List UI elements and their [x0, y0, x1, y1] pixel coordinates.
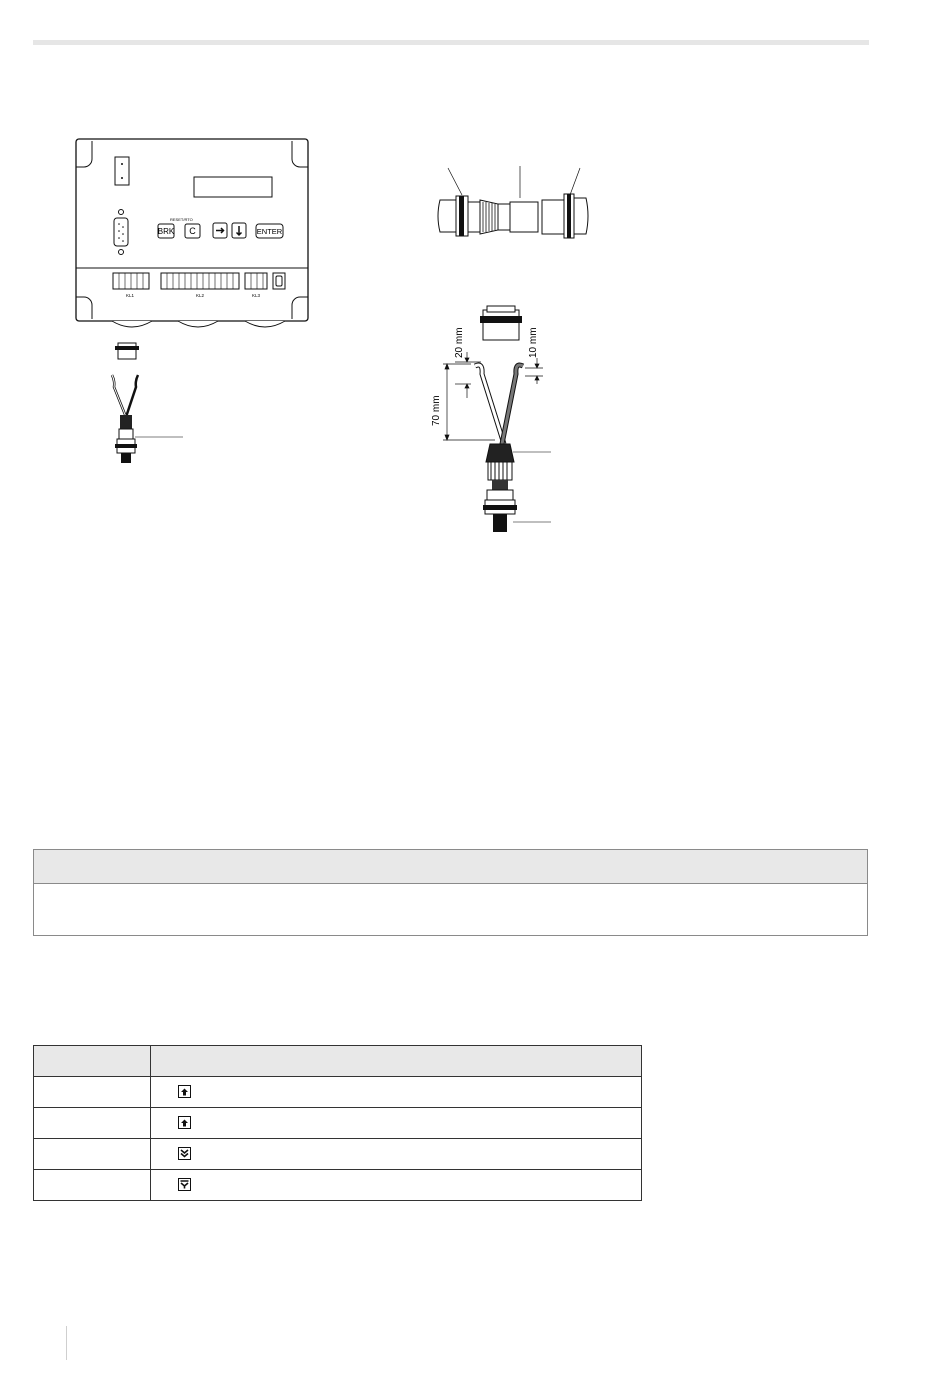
note-table-body	[34, 884, 867, 935]
key-c: C	[189, 226, 196, 236]
table-row	[34, 1077, 642, 1108]
note-table-header	[34, 850, 867, 884]
table-row	[34, 1170, 642, 1201]
table-cell	[151, 1170, 642, 1201]
footer-rule	[66, 1326, 67, 1360]
key-table-header-2	[151, 1046, 642, 1077]
dimension-10mm: 10 mm	[528, 327, 539, 358]
header-rule	[33, 40, 869, 45]
table-row	[34, 1108, 642, 1139]
key-brk: BRK	[157, 227, 175, 236]
key-enter: ENTER	[256, 227, 283, 236]
svg-text:RESET/RTO: RESET/RTO	[170, 217, 193, 222]
key-table-header-row	[34, 1046, 642, 1077]
cable-preparation-figure	[425, 300, 565, 540]
terminal-kl3: KL3	[251, 293, 261, 298]
note-table	[33, 849, 868, 936]
table-cell	[151, 1108, 642, 1139]
table-cell	[151, 1139, 642, 1170]
table-cell	[34, 1170, 151, 1201]
transmitter-figure	[70, 135, 320, 485]
arrow-up-key-icon	[178, 1085, 191, 1098]
key-table-header-1	[34, 1046, 151, 1077]
dimension-20mm: 20 mm	[454, 327, 465, 358]
table-cell	[34, 1108, 151, 1139]
key-table	[33, 1045, 642, 1201]
table-cell	[34, 1139, 151, 1170]
table-cell	[151, 1077, 642, 1108]
table-cell	[34, 1077, 151, 1108]
dimension-70mm: 70 mm	[431, 395, 442, 426]
terminal-kl2: KL2	[195, 293, 205, 298]
arrow-up-key-icon	[178, 1116, 191, 1129]
arrow-down-key-icon	[178, 1178, 191, 1191]
table-row	[34, 1139, 642, 1170]
cable-gland-parts-figure	[430, 160, 620, 245]
terminal-kl1: KL1	[125, 293, 135, 298]
arrow-down-key-icon	[178, 1147, 191, 1160]
